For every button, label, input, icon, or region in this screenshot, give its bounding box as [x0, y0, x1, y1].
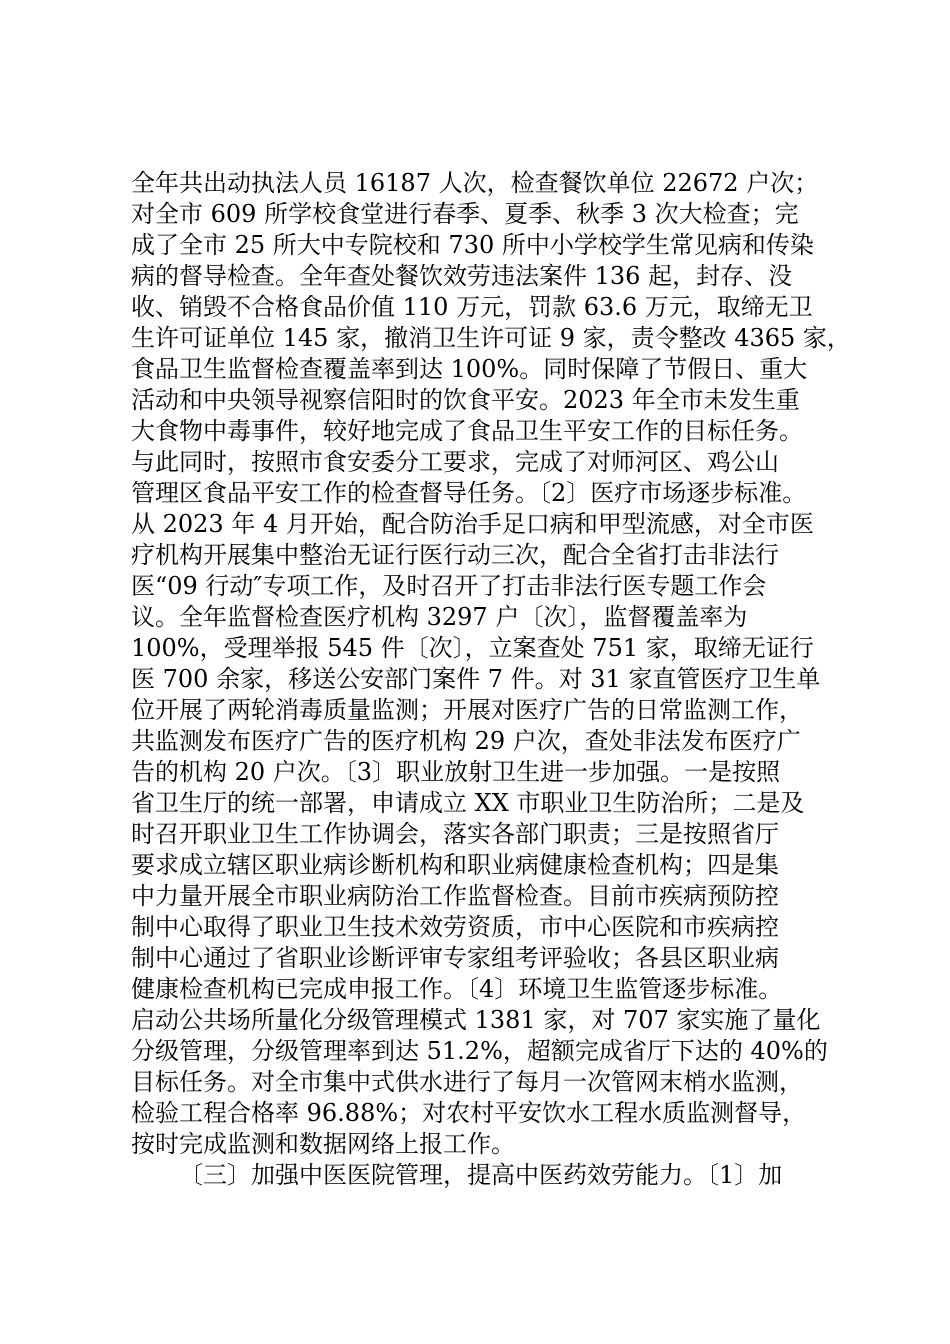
- text-line: 成了全市 25 所大中专院校和 730 所中小学校学生常见病和传染: [131, 231, 814, 259]
- text-line: 疗机构开展集中整治无证行医行动三次，配合全省打击非法行: [131, 541, 779, 569]
- text-line: 制中心取得了职业卫生技术效劳资质，市中心医院和市疾病控: [131, 913, 779, 941]
- text-line: 位开展了两轮消毒质量监测；开展对医疗广告的日常监测工作，: [131, 696, 803, 724]
- text-line: 生许可证单位 145 家，撤消卫生许可证 9 家，责令整改 4365 家，: [131, 324, 851, 352]
- section-heading-line: 〔三〕加强中医医院管理，提高中医药效劳能力。〔1〕加: [179, 1161, 783, 1189]
- text-line: 与此同时，按照市食安委分工要求，完成了对师河区、鸡公山: [131, 448, 779, 476]
- text-line: 按时完成监测和数据网络上报工作。: [131, 1130, 515, 1158]
- text-line: 议。全年监督检查医疗机构 3297 户〔次〕，监督覆盖率为: [131, 603, 748, 631]
- body-text: [131, 168, 851, 1191]
- text-line: 制中心通过了省职业诊断评审专家组考评验收；各县区职业病: [131, 944, 779, 972]
- text-line: 医“09 行动″专项工作，及时召开了打击非法行医专题工作会: [131, 572, 767, 600]
- text-line: 管理区食品平安工作的检查督导任务。〔2〕医疗市场逐步标准。: [131, 479, 807, 507]
- text-line: 检验工程合格率 96.88%；对农村平安饮水工程水质监测督导，: [131, 1099, 807, 1127]
- text-line: 目标任务。对全市集中式供水进行了每月一次管网末梢水监测，: [131, 1068, 803, 1096]
- text-line: 全年共出动执法人员 16187 人次，检查餐饮单位 22672 户次；: [131, 169, 819, 197]
- text-line: 时召开职业卫生工作协调会，落实各部门职责；三是按照省厅: [131, 820, 779, 848]
- text-line: 食品卫生监督检查覆盖率到达 100%。同时保障了节假日、重大: [131, 355, 808, 383]
- text-line: 医 700 余家，移送公安部门案件 7 件。对 31 家直管医疗卫生单: [131, 665, 821, 693]
- text-line: 告的机构 20 户次。〔3〕职业放射卫生进一步加强。一是按照: [131, 758, 781, 786]
- text-line: 100%，受理举报 545 件〔次〕，立案查处 751 家，取缔无证行: [131, 634, 814, 662]
- text-line: 分级管理，分级管理率到达 51.2%，超额完成省厅下达的 40%的: [131, 1037, 828, 1065]
- text-line: 健康检查机构已完成申报工作。〔4〕环境卫生监管逐步标准。: [131, 975, 783, 1003]
- text-line: 共监测发布医疗广告的医疗机构 29 户次，查处非法发布医疗广: [131, 727, 801, 755]
- text-line: 省卫生厅的统一部署，申请成立 XX 市职业卫生防治所；二是及: [131, 789, 805, 817]
- text-line: 启动公共场所量化分级管理模式 1381 家，对 707 家实施了量化: [131, 1006, 821, 1034]
- text-line: 要求成立辖区职业病诊断机构和职业病健康检查机构；四是集: [131, 851, 779, 879]
- text-line: 收、销毁不合格食品价值 110 万元，罚款 63.6 万元，取缔无卫: [131, 293, 813, 321]
- text-line: 病的督导检查。全年查处餐饮效劳违法案件 136 起，封存、没: [131, 262, 793, 290]
- text-line: 从 2023 年 4 月开始，配合防治手足口病和甲型流感，对全市医: [131, 510, 814, 538]
- text-line: 大食物中毒事件，较好地完成了食品卫生平安工作的目标任务。: [131, 417, 803, 445]
- text-line: 对全市 609 所学校食堂进行春季、夏季、秋季 3 次大检查；完: [131, 200, 799, 228]
- text-line: 活动和中央领导视察信阳时的饮食平安。2023 年全市未发生重: [131, 386, 800, 414]
- text-line: 中力量开展全市职业病防治工作监督检查。目前市疾病预防控: [131, 882, 779, 910]
